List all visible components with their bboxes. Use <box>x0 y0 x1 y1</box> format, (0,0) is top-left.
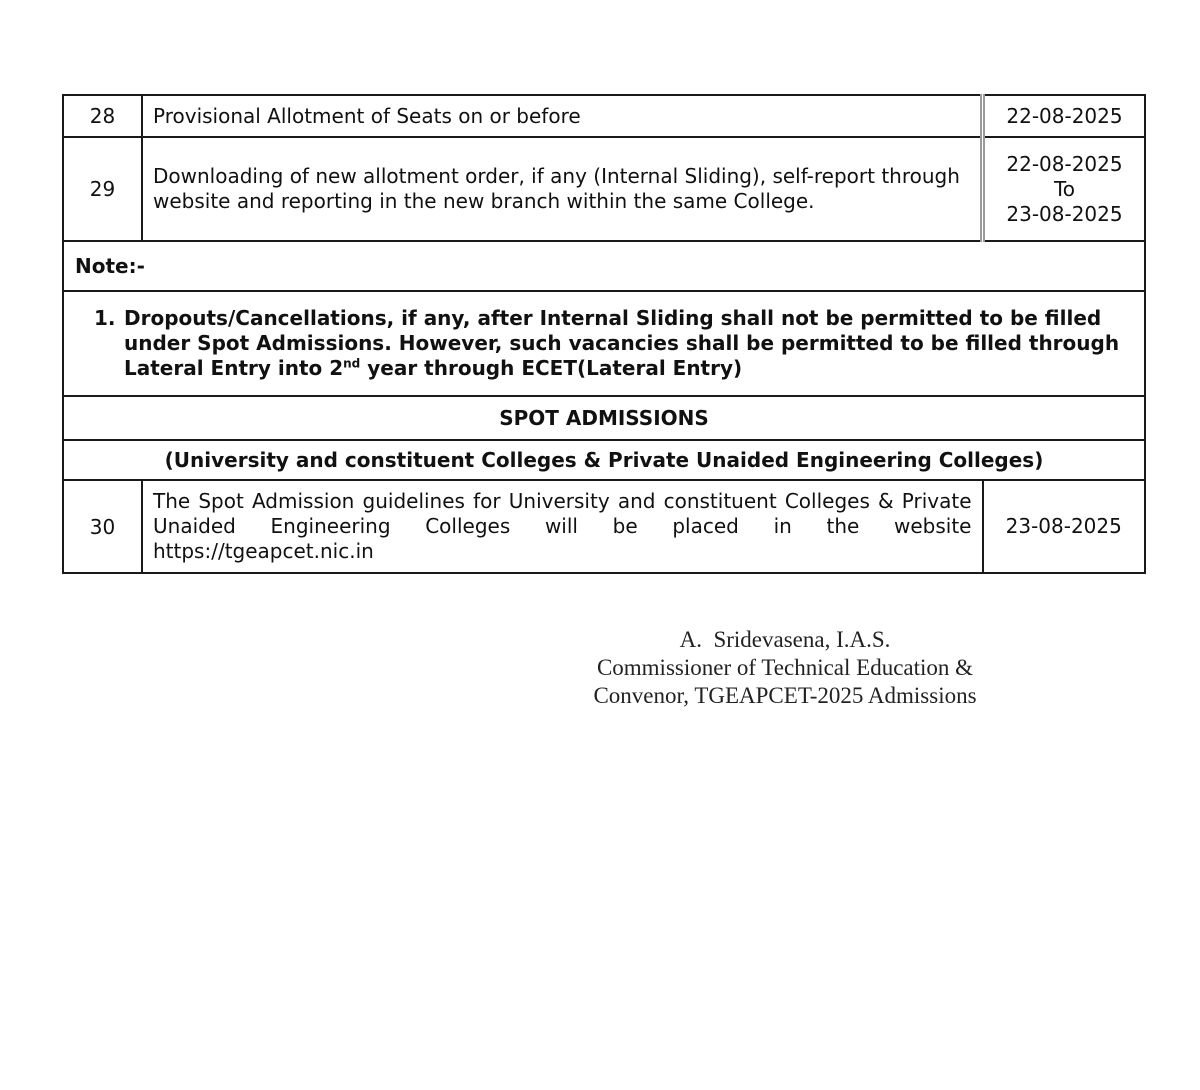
table-row <box>63 480 1145 573</box>
signature-block <box>560 626 1010 710</box>
note-label: Note:- <box>63 241 1145 291</box>
note-item-number: 1. <box>94 306 116 330</box>
table-row <box>63 95 1145 137</box>
table-row <box>63 137 1145 241</box>
spot-guidelines-text: The Spot Admission guidelines for University and constituent Colleges & Private Unaided Engineering Colleges will be placed in the website https://tgeapcet.nic.in <box>153 489 972 563</box>
section-subheading-row <box>63 440 1145 480</box>
date-from: 22-08-2025 <box>1006 151 1123 176</box>
signatory-title-2: Convenor, TGEAPCET-2025 Admissions <box>593 683 977 708</box>
spot-admissions-heading: SPOT ADMISSIONS <box>63 396 1145 440</box>
note-text-main: Dropouts/Cancellations, if any, after Internal Sliding shall not be permitted to be filled under Spot Admissions. However, such vacancies shall be permitted to be filled through Lateral Entry into 2 <box>124 306 1120 380</box>
event-description <box>142 480 983 573</box>
note-item <box>63 291 1145 396</box>
note-item-text <box>124 306 1124 381</box>
signatory-name: A. Sridevasena, I.A.S. <box>679 627 891 652</box>
serial-number: 29 <box>63 137 142 241</box>
note-header-row <box>63 241 1145 291</box>
ordinal-suffix: nd <box>343 356 361 371</box>
event-description: Downloading of new allotment order, if any (Internal Sliding), self-report through website and reporting in the new branch within the same College. <box>142 137 983 241</box>
event-date: 23-08-2025 <box>983 480 1146 573</box>
section-heading-row <box>63 396 1145 440</box>
signatory-title: Commissioner of Technical Education & <box>596 655 974 680</box>
note-text-tail: year through ECET(Lateral Entry) <box>360 356 743 380</box>
spot-admissions-subheading: (University and constituent Colleges & Private Unaided Engineering Colleges) <box>63 440 1145 480</box>
schedule-table <box>62 94 1146 574</box>
note-item-row <box>63 291 1145 396</box>
event-date: 22-08-2025 <box>983 95 1146 137</box>
date-to: 23-08-2025 <box>1006 201 1123 226</box>
event-date-range <box>983 137 1146 241</box>
date-separator: To <box>1053 176 1076 201</box>
serial-number: 28 <box>63 95 142 137</box>
event-description: Provisional Allotment of Seats on or before <box>142 95 983 137</box>
serial-number: 30 <box>63 480 142 573</box>
schedule-document <box>62 94 1130 574</box>
